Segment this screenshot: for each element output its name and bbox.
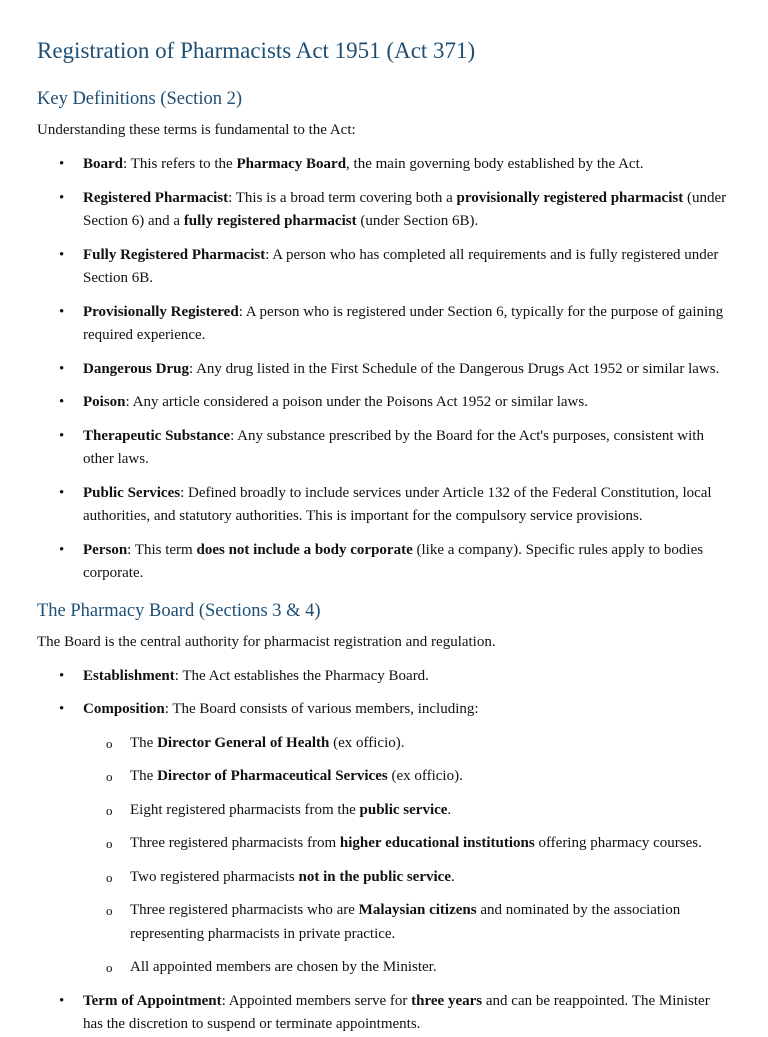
bold-term: does not include a body corporate — [196, 541, 413, 558]
bullet-dot-icon: • — [59, 541, 65, 558]
section-heading: Key Definitions (Section 2) — [37, 89, 242, 109]
text-run: (under Section 6B). — [356, 213, 479, 229]
list-item-text — [83, 668, 429, 684]
bullet-circle-icon: o — [106, 836, 113, 851]
text-run: : This term — [127, 541, 197, 558]
bold-term: Public Services — [83, 484, 181, 501]
text-run: : Any article considered a poison under the Poisons Act 1952 or similar laws. — [125, 394, 588, 410]
sub-list-item — [83, 799, 732, 823]
text-run: The — [130, 768, 158, 784]
bold-term: higher educational institutions — [339, 835, 535, 851]
bold-term: fully registered pharmacist — [183, 213, 357, 229]
list-item — [37, 698, 732, 980]
text-run: (ex officio). — [329, 734, 405, 751]
text-run: : A person who has completed all requirements and is fully registered under Section 6B. — [83, 246, 719, 286]
text-run: : A person who is registered under Section 6, typically for the purpose of gaining required experience. — [83, 303, 724, 343]
sub-list-item — [83, 765, 732, 789]
bold-term: not in the public service — [298, 868, 451, 885]
list-item-text — [130, 768, 463, 784]
list-item — [37, 539, 732, 586]
section-intro: The Board is the central authority for pharmacist registration and regulation. — [37, 633, 496, 650]
list-item-text — [83, 247, 718, 287]
bold-term: public service — [359, 801, 448, 818]
text-run: : Defined broadly to include services under Article 132 of the Federal Constitution, local authorities, and statutory authorities. This is important for the compulsory service provisions. — [83, 484, 712, 524]
list-item-text — [130, 902, 680, 942]
bullet-dot-icon: • — [59, 246, 65, 263]
list-item-text — [83, 993, 710, 1033]
bold-term: three years — [411, 992, 483, 1009]
text-run: and nominated by the association representing pharmacists in private practice. — [130, 902, 681, 942]
bullet-dot-icon: • — [59, 992, 65, 1009]
sub-list-item — [83, 899, 732, 946]
list-item — [37, 425, 732, 472]
bullet-dot-icon: • — [59, 484, 65, 501]
text-run: : The Board consists of various members, including: — [164, 701, 479, 717]
sub-list — [83, 732, 732, 980]
bold-term: Poison — [83, 394, 126, 410]
sub-list-item — [83, 866, 732, 890]
text-run: Eight registered pharmacists from the — [130, 801, 360, 818]
bullet-circle-icon: o — [106, 960, 113, 975]
list-item — [37, 391, 732, 415]
text-run: and can be reappointed. The Minister has the discretion to suspend or terminate appointments. — [83, 992, 710, 1032]
list-item-text — [83, 190, 726, 230]
list-item-text — [83, 304, 723, 344]
bold-term: Dangerous Drug — [83, 360, 189, 377]
text-run: : Any drug listed in the First Schedule of the Dangerous Drugs Act 1952 or similar laws. — [188, 360, 720, 377]
text-run: The — [130, 734, 158, 751]
bold-term: Registered Pharmacist — [83, 189, 229, 206]
list-item-text — [83, 394, 588, 410]
list-item — [37, 358, 732, 382]
section-heading: The Pharmacy Board (Sections 3 & 4) — [37, 600, 321, 621]
bold-term: Term of Appointment — [83, 992, 222, 1009]
section-key-definitions — [37, 86, 732, 586]
bold-term: Pharmacy Board — [236, 156, 347, 172]
text-run: All appointed members are chosen by the Minister. — [130, 959, 437, 975]
text-run: (like a company). Specific rules apply to bodies corporate. — [83, 541, 704, 581]
text-run: : The Act establishes the Pharmacy Board. — [174, 667, 429, 684]
bullet-circle-icon: o — [106, 903, 113, 918]
text-run: : Appointed members serve for — [221, 992, 412, 1009]
bullet-dot-icon: • — [59, 427, 65, 444]
bullet-dot-icon: • — [59, 303, 65, 320]
text-run: (under Section 6) and a — [83, 189, 727, 229]
list-item-text — [130, 959, 437, 975]
bullet-dot-icon: • — [59, 156, 65, 172]
bullet-dot-icon: • — [59, 360, 65, 377]
bullet-circle-icon: o — [106, 769, 113, 784]
bullet-circle-icon: o — [106, 802, 113, 818]
bold-term: Establishment — [83, 667, 175, 684]
section-intro: Understanding these terms is fundamental to the Act: — [37, 122, 356, 138]
list-item — [37, 990, 732, 1037]
bold-term: Provisionally Registered — [83, 303, 239, 320]
text-run: . — [447, 801, 452, 818]
text-run: . — [450, 868, 455, 885]
text-run: offering pharmacy courses. — [534, 835, 702, 851]
list-item-text — [83, 361, 719, 377]
bold-term: Therapeutic Substance — [83, 427, 231, 444]
bullet-dot-icon: • — [59, 701, 65, 717]
text-run: : This refers to the — [123, 156, 237, 172]
sub-list-item — [83, 832, 732, 856]
bold-term: Composition — [83, 701, 165, 717]
list-item-text — [130, 835, 702, 851]
list-item — [37, 482, 732, 529]
bold-term: Director General of Health — [157, 734, 330, 751]
bullet-dot-icon: • — [59, 667, 65, 684]
text-run: Three registered pharmacists who are — [130, 902, 359, 918]
bold-term: Malaysian citizens — [358, 902, 477, 918]
sub-list-item — [83, 732, 732, 756]
bullet-circle-icon: o — [106, 869, 113, 885]
bold-term: Board — [83, 156, 124, 172]
text-run: , the main governing body established by the Act. — [346, 156, 644, 172]
list-item-text — [83, 542, 703, 582]
list-item — [37, 244, 732, 291]
list-item — [37, 187, 732, 234]
bold-term: provisionally registered pharmacist — [456, 189, 684, 206]
list-item-text — [130, 735, 405, 751]
list-item — [37, 665, 732, 689]
list-item-text — [83, 156, 644, 172]
section-pharmacy-board — [37, 598, 732, 1037]
bullet-circle-icon: o — [106, 735, 113, 751]
text-run: Two registered pharmacists — [130, 868, 299, 885]
list-item-text — [83, 485, 712, 525]
bullet-dot-icon: • — [59, 394, 65, 410]
sub-list-item — [83, 956, 732, 980]
board-list — [37, 665, 732, 1037]
list-item-text — [83, 701, 479, 717]
document-title: Registration of Pharmacists Act 1951 (Act 371) — [37, 38, 476, 63]
definitions-list — [37, 153, 732, 586]
bold-term: Fully Registered Pharmacist — [83, 246, 266, 263]
text-run: : Any substance prescribed by the Board for the Act's purposes, consistent with other laws. — [83, 427, 704, 467]
bullet-dot-icon: • — [59, 189, 65, 206]
text-run: : This is a broad term covering both a — [228, 189, 457, 206]
text-run: (ex officio). — [387, 768, 463, 784]
bold-term: Person — [83, 541, 128, 558]
list-item-text — [83, 428, 704, 468]
list-item — [37, 153, 732, 177]
text-run: Three registered pharmacists from — [130, 835, 340, 851]
list-item — [37, 301, 732, 348]
list-item-text — [130, 869, 455, 885]
bold-term: Director of Pharmaceutical Services — [157, 768, 388, 784]
list-item-text — [130, 802, 451, 818]
